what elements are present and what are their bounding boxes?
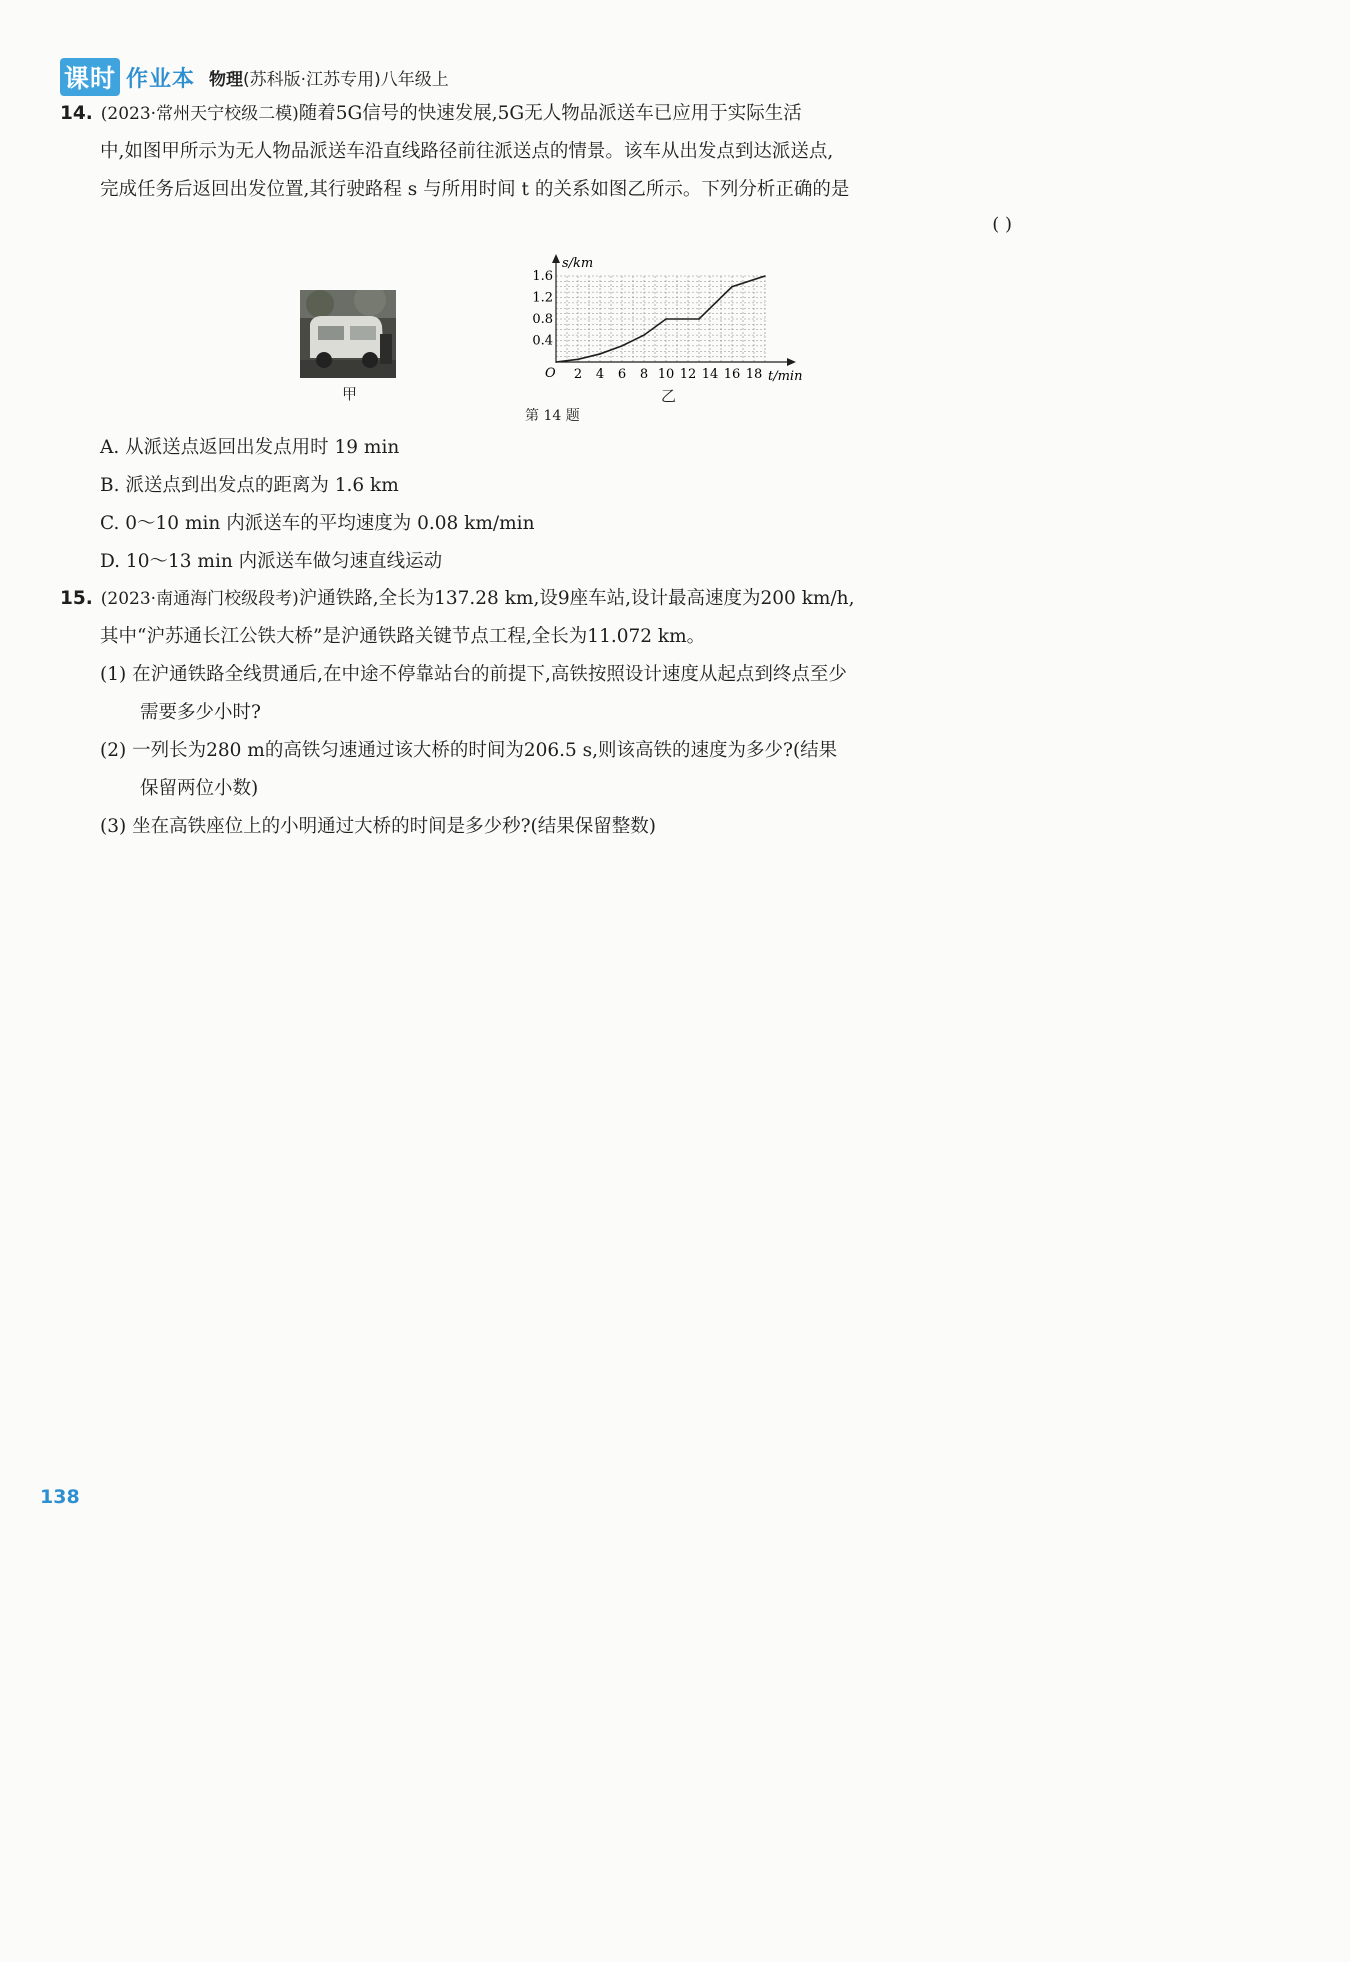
book-logo bbox=[60, 58, 195, 96]
x-tick-label: 10 bbox=[657, 367, 675, 382]
y-tick-label: 1.6 bbox=[532, 269, 553, 284]
book-subtitle bbox=[209, 65, 449, 90]
q14-text-1: 随着5G信号的快速发展,5G无人物品派送车已应用于实际生活 bbox=[298, 103, 802, 124]
figure-a-label: 甲 bbox=[342, 385, 358, 403]
y-tick-label: 1.2 bbox=[532, 290, 553, 306]
q15-sub-2 bbox=[100, 732, 1012, 808]
data-point bbox=[665, 318, 667, 320]
data-point bbox=[577, 359, 579, 361]
q15-text-1: 沪通铁路,全长为137.28 km,设9座车站,设计最高速度为200 km/h, bbox=[298, 588, 855, 609]
logo-sub: 作业本 bbox=[126, 66, 196, 92]
x-tick-label: 14 bbox=[701, 367, 719, 382]
x-tick-label: 4 bbox=[595, 367, 605, 382]
q14-line-3: 完成任务后返回出发位置,其行驶路程 s 与所用时间 t 的关系如图乙所示。下列分析正确的是 bbox=[100, 179, 850, 200]
data-point bbox=[698, 318, 700, 320]
origin-label: O bbox=[545, 366, 556, 381]
y-axis-label: s/km bbox=[562, 256, 594, 271]
y-tick-label: 0.4 bbox=[532, 333, 553, 349]
q14-number: 14. bbox=[60, 103, 93, 124]
x-axis-arrow bbox=[787, 358, 796, 366]
x-tick-label: 18 bbox=[745, 367, 763, 382]
option-a: A. 从派送点返回出发点用时 19 min bbox=[100, 437, 400, 458]
q15-sub-1-line-1: (1) 在沪通铁路全线贯通后,在中途不停靠站台的前提下,高铁按照设计速度从起点到终点至少 bbox=[100, 664, 847, 685]
delivery-vehicle-photo bbox=[300, 290, 396, 378]
chart-grid bbox=[556, 276, 765, 362]
q15-sub-1-line-2: 需要多少小时? bbox=[140, 702, 261, 723]
page-number: 138 bbox=[40, 1486, 80, 1508]
q15-sub-3: (3) 坐在高铁座位上的小明通过大桥的时间是多少秒?(结果保留整数) bbox=[100, 816, 656, 837]
q15-source: (2023·南通海门校级段考) bbox=[100, 589, 299, 609]
q15-number: 15. bbox=[60, 588, 93, 609]
page-header bbox=[60, 58, 449, 96]
option-b: B. 派送点到出发点的距离为 1.6 km bbox=[100, 475, 399, 496]
q15-sub-1 bbox=[100, 656, 1012, 732]
data-point bbox=[599, 353, 601, 355]
question-14 bbox=[60, 95, 1010, 209]
subject-name: 物理 bbox=[209, 69, 244, 90]
logo-main: 课时 bbox=[60, 58, 120, 96]
figure-caption: 第 14 题 bbox=[525, 408, 580, 424]
x-tick-label: 16 bbox=[723, 367, 741, 382]
data-point bbox=[621, 345, 623, 347]
x-tick-label: 8 bbox=[639, 367, 649, 382]
question-15 bbox=[60, 580, 1010, 656]
q15-line-1 bbox=[60, 580, 1010, 618]
x-tick-label: 2 bbox=[573, 367, 583, 382]
data-point bbox=[555, 361, 557, 363]
option-c: C. 0～10 min 内派送车的平均速度为 0.08 km/min bbox=[100, 513, 535, 534]
q15-line-2: 其中“沪苏通长江公铁大桥”是沪通铁路关键节点工程,全长为11.072 km。 bbox=[100, 626, 706, 647]
answer-bracket: ( ) bbox=[992, 214, 1012, 235]
data-point bbox=[731, 286, 733, 288]
data-point bbox=[643, 334, 645, 336]
q14-line-2: 中,如图甲所示为无人物品派送车沿直线路径前往派送点的情景。该车从出发点到达派送点, bbox=[100, 141, 834, 162]
x-tick-label: 12 bbox=[679, 367, 697, 382]
q15-sub-2-line-1: (2) 一列长为280 m的高铁匀速通过该大桥的时间为206.5 s,则该高铁的速度为多少?(结果 bbox=[100, 740, 838, 761]
y-tick-label: 0.8 bbox=[532, 312, 553, 327]
q14-source: (2023·常州天宁校级二模) bbox=[100, 104, 299, 124]
data-point bbox=[764, 275, 766, 277]
s-t-chart bbox=[520, 250, 820, 405]
x-tick-label: 6 bbox=[617, 367, 627, 382]
q15-sub-2-line-2: 保留两位小数) bbox=[140, 778, 259, 799]
y-axis-arrow bbox=[552, 254, 560, 263]
q14-line-1 bbox=[60, 95, 1010, 133]
x-axis-label: t/min bbox=[768, 369, 803, 384]
option-d: D. 10～13 min 内派送车做匀速直线运动 bbox=[100, 551, 443, 572]
figure-b-label: 乙 bbox=[661, 387, 677, 405]
edition-text: (苏科版·江苏专用)八年级上 bbox=[243, 69, 449, 90]
